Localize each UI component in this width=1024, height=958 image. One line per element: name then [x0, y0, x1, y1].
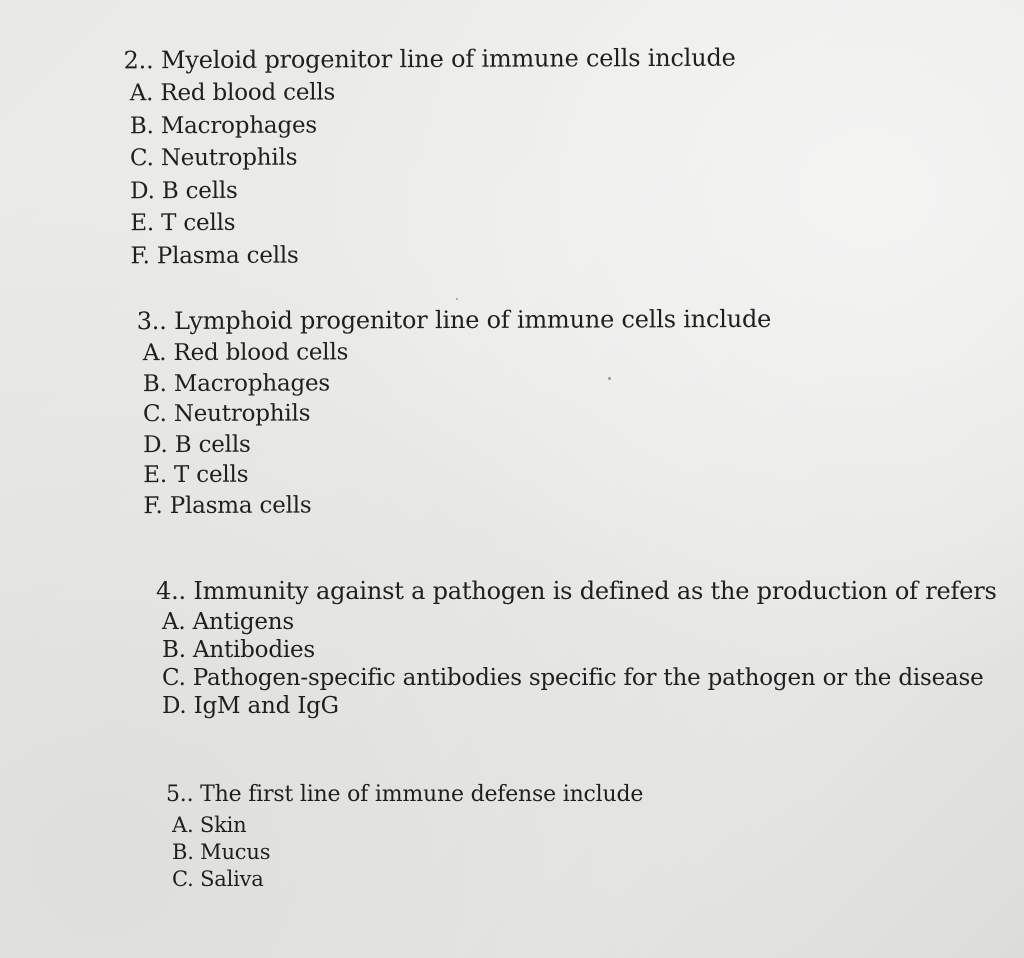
- answer-option: A. Red blood cells: [129, 79, 336, 107]
- answer-options: [137, 336, 772, 521]
- answer-option: A. Antigens: [162, 609, 295, 635]
- answer-option: A. Red blood cells: [142, 339, 349, 367]
- question-title: 5.. The first line of immune defense include: [166, 782, 644, 807]
- question-title: 4.. Immunity against a pathogen is defined as the production of refers: [156, 577, 997, 605]
- paper-speck: [456, 298, 458, 300]
- answer-option: A. Skin: [172, 813, 247, 837]
- answer-option: B. Macrophages: [142, 369, 331, 397]
- question-title: 3.. Lymphoid progenitor line of immune cells include: [136, 304, 772, 336]
- answer-option: D. IgM and IgG: [162, 693, 339, 719]
- answer-option: F. Plasma cells: [130, 242, 299, 269]
- answer-option: C. Neutrophils: [142, 400, 311, 428]
- answer-options: [124, 75, 737, 273]
- answer-option: D. B cells: [143, 431, 251, 458]
- answer-option: E. T cells: [143, 461, 249, 489]
- answer-option: C. Pathogen-specific antibodies specific for the pathogen or the disease: [162, 665, 984, 691]
- answer-option: C. Neutrophils: [129, 144, 298, 172]
- question-title: 2.. Myeloid progenitor line of immune cells include: [123, 43, 736, 75]
- answer-option: C. Saliva: [172, 867, 264, 891]
- question-5: [166, 780, 643, 893]
- answer-option: B. Mucus: [172, 840, 271, 864]
- answer-option: E. T cells: [130, 209, 236, 237]
- answer-option: F. Plasma cells: [143, 491, 312, 519]
- answer-options: [166, 812, 643, 893]
- question-3: [137, 304, 772, 521]
- answer-options: [156, 608, 997, 720]
- question-4: [156, 576, 997, 720]
- answer-option: B. Antibodies: [162, 637, 316, 663]
- answer-option: D. B cells: [130, 177, 238, 204]
- answer-option: B. Macrophages: [129, 111, 318, 139]
- question-2: [124, 43, 737, 273]
